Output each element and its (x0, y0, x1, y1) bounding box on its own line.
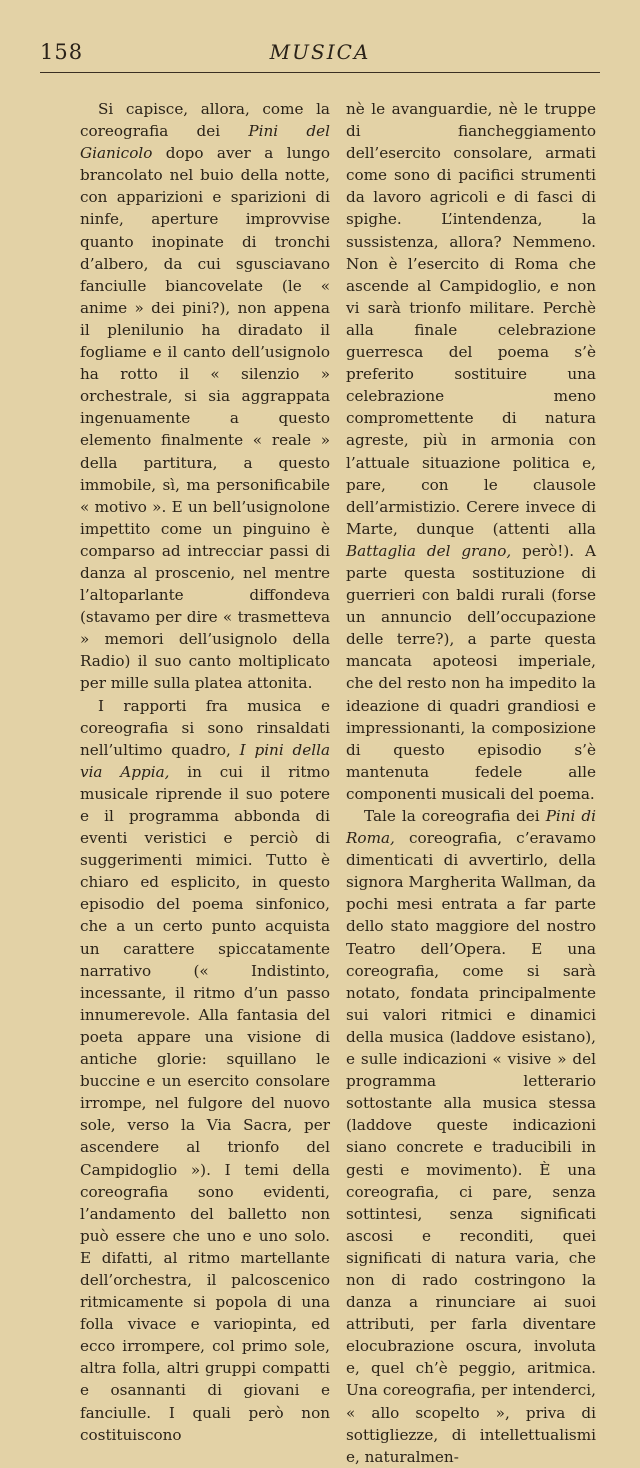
work-title: Battaglia del grano, (346, 541, 512, 560)
right-column (346, 98, 596, 1468)
work-title: Pini del Gianicolo (80, 122, 330, 163)
header-rule (40, 72, 600, 73)
paragraph: Si capisce, allora, come la coreografia dei Pini del Gianicolo dopo aver a lungo brancolato nel buio della notte, con apparizioni e sparizioni di ninfe, aperture improvvise quanto inopinate di tronchi d’albero, da cui sgusciavano fanciulle biancovelate (le « anime » dei pini?), non appena il plenilunio ha diradato il fogliame e il canto dell’usignolo ha rotto il « silenzio » orchestrale, si sia aggrappata ingenuamente a questo elemento finalmente « reale » della partitura, a questo immobile, sì, ma personificabile « motivo ». E un bell’usignolone impettito come un pinguino è comparso ad intrecciar passi di danza al proscenio, nel mentre l’altoparlante diffondeva (stavamo per dire « trasmetteva » memori dell’usignolo della Radio) il suo canto moltiplicato per mille sulla platea attonita. (80, 100, 330, 693)
work-title: I pini della via Appia, (80, 740, 331, 781)
paragraph: Tale la coreografia dei Pini di Roma, coreografia, c’eravamo dimenticati di avvertirlo, della signora Margherita Wallman, da pochi mesi entrata a far parte dello stato maggiore del nostro Teatro dell’Opera. E una coreografia, come si sarà notato, fondata principalmente sui valori ritmici e dinamici della musica (laddove esistano), e sulle indicazioni « visive » del programma letterario sottostante alla musica stessa (laddove queste indicazioni siano concrete e traducibili in gesti e movimento). È una coreografia, ci pare, senza sottintesi, senza significati ascosi e reconditi, quei significati di natura varia, che non di rado costringono la danza a rinunciare ai suoi attributi, per farla diventare elocubrazione oscura, involuta e, quel ch’è peggio, aritmica. Una coreografia, per intenderci, « allo scopelto », priva di sottigliezze, di intellettualismi e, naturalmen- (346, 807, 597, 1466)
work-title: Pini di Roma, (346, 807, 597, 848)
paragraph: nè le avanguardie, nè le truppe di fiancheggiamento dell’esercito consolare, armati come sono di pacifici strumenti da lavoro agricoli e di fasci di spighe. L’intendenza, la sussistenza, allora? Nemmeno. Non è l’esercito di Roma che ascende al Campidoglio, e non vi sarà trionfo militare. Perchè alla finale celebrazione guerresca del poema s’è preferito sostituire una celebrazione meno compromettente di natura agreste, più in armonia con l’attuale situazione politica e, pare, con le clausole dell’armistizio. Cerere invece di Marte, dunque (attenti alla Battaglia del grano, però!). A parte questa sostituzione di guerrieri con baldi rurali (forse un annuncio dell’occupazione delle terre?), a parte questa mancata apoteosi imperiale, che del resto non ha impedito la ideazione di quadri grandiosi e impressionanti, la composizione di questo episodio s’è mantenuta fedele alle componenti musicali del poema. (346, 100, 597, 803)
page-number: 158 (40, 40, 84, 64)
page-header (40, 40, 600, 70)
running-title: MUSICA (269, 40, 371, 64)
left-column (80, 98, 330, 1446)
paragraph: I rapporti fra musica e coreografia si sono rinsaldati nell’ultimo quadro, I pini della via Appia, in cui il ritmo musicale riprende il suo potere e il programma abbonda di eventi veristici e perciò di suggerimenti mimici. Tutto è chiaro ed esplicito, in questo episodio del poema sinfonico, che a un certo punto acquista un carattere spiccatamente narrativo (« Indistinto, incessante, il ritmo d’un passo innumerevole. Alla fantasia del poeta appare una visione di antiche glorie: squillano le buccine e un esercito consolare irrompe, nel fulgore del nuovo sole, verso la Via Sacra, per ascendere al trionfo del Campidoglio »). I temi della coreografia sono evidenti, l’andamento del balletto non può essere che uno e uno solo. E difatti, al ritmo martellante dell’orchestra, il palcoscenico ritmicamente si popola di una folla vivace e variopinta, ed ecco irrompere, col primo sole, altra folla, altri gruppi compatti e osannanti di giovani e fanciulle. I quali però non costituiscono (80, 696, 331, 1444)
